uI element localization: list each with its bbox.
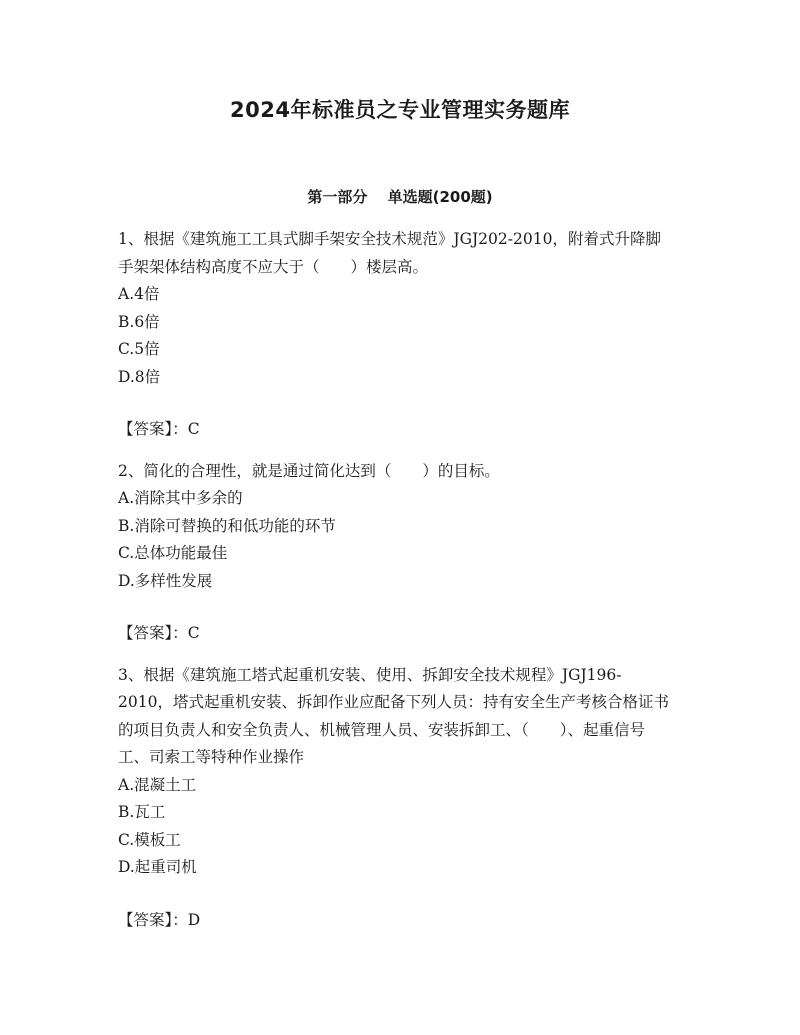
question-2 bbox=[118, 458, 670, 648]
option-c: C.总体功能最佳 bbox=[118, 544, 228, 562]
question-3 bbox=[118, 662, 670, 935]
answer-line bbox=[118, 620, 670, 648]
answer-line bbox=[118, 907, 670, 935]
answer-label: 【答案】： bbox=[118, 910, 188, 929]
question-stem: 1、根据《建筑施工工具式脚手架安全技术规范》JGJ202-2010，附着式升降脚手架架体结构高度不应大于（ ）楼层高。 bbox=[118, 230, 661, 276]
page-title: 2024年标准员之专业管理实务题库 bbox=[230, 98, 570, 122]
option-b: B.6倍 bbox=[118, 312, 160, 331]
option-a: A.4倍 bbox=[118, 285, 160, 303]
option-a: A.混凝土工 bbox=[118, 775, 197, 794]
option-c: C.5倍 bbox=[118, 340, 160, 358]
question-stem: 2、简化的合理性，就是通过简化达到（ ）的目标。 bbox=[118, 461, 500, 480]
section-title: 第一部分 单选题(200题) bbox=[307, 188, 493, 206]
answer-label: 【答案】： bbox=[118, 624, 188, 642]
question-1 bbox=[118, 226, 670, 444]
option-a: A.消除其中多余的 bbox=[118, 489, 243, 507]
question-stem: 3、根据《建筑施工塔式起重机安装、使用、拆卸安全技术规程》JGJ196-2010，塔式起重机安装、拆卸作业应配备下列人员：持有安全生产考核合格证书的项目负责人和安全负责人、机械管理人员、安装拆卸工、（ ）、起重信号工、司索工等特种作业操作 bbox=[118, 665, 669, 766]
answer-value: D bbox=[187, 910, 201, 929]
option-b: B.瓦工 bbox=[118, 803, 166, 821]
answer-line bbox=[118, 416, 670, 444]
option-d: D.多样性发展 bbox=[118, 571, 213, 590]
question-list bbox=[118, 226, 670, 948]
option-d: D.起重司机 bbox=[118, 858, 197, 876]
answer-value: C bbox=[187, 624, 200, 642]
answer-label: 【答案】： bbox=[118, 420, 188, 438]
option-c: C.模板工 bbox=[118, 830, 181, 849]
option-b: B.消除可替换的和低功能的环节 bbox=[118, 516, 336, 535]
option-d: D.8倍 bbox=[118, 367, 161, 386]
answer-value: C bbox=[187, 420, 200, 438]
